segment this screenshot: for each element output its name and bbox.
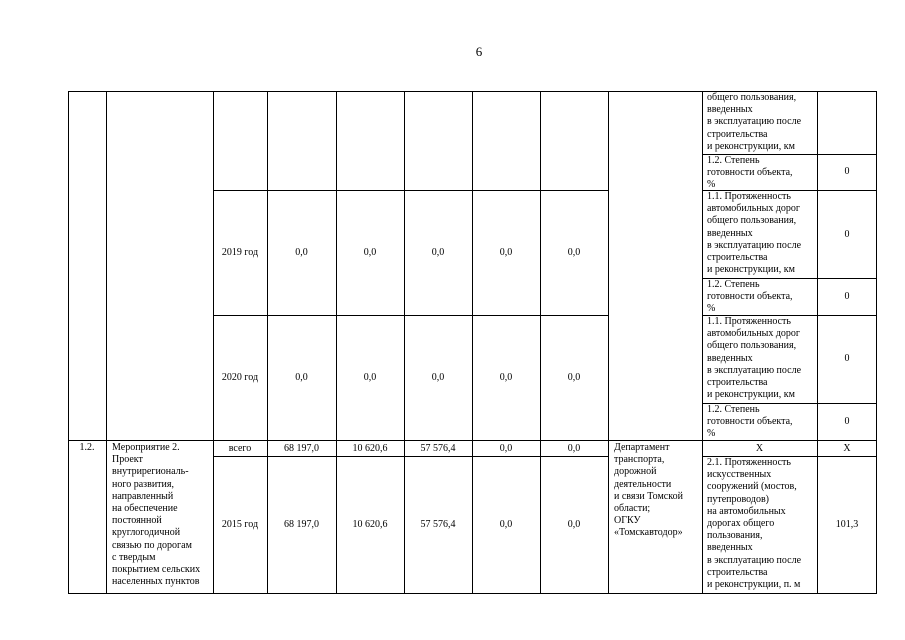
indicator-text: 1.1. Протяженность автомобильных дорог общего пользования, введенных в эксплуатацию после строительства и реконструкции, км <box>707 191 802 276</box>
indicator-text: 1.1. Протяженность автомобильных дорог общего пользования, введенных в эксплуатацию после строительства и реконструкции, км <box>707 316 802 401</box>
amount-cell: 0,0 <box>363 372 377 383</box>
table-rule <box>213 315 608 316</box>
item-name: Мероприятие 2. Проект внутрирегиональ- ного развития, направленный на обеспечение постоянной круглогодичной связью по дорогам с твердым покрытием сельских населенных пунктов <box>112 442 201 588</box>
indicator-text: 1.2. Степень готовности объекта, % <box>707 404 793 440</box>
amount-cell: 0,0 <box>295 372 308 383</box>
amount-cell: 0,0 <box>295 247 308 258</box>
year-cell: 2015 год <box>221 519 259 530</box>
amount-cell: 0,0 <box>499 372 513 383</box>
year-cell: всего <box>228 443 252 454</box>
amount-cell: 0,0 <box>431 372 445 383</box>
table-rule <box>68 91 69 594</box>
year-cell: 2019 год <box>221 247 259 258</box>
amount-cell: 68 197,0 <box>284 443 319 454</box>
table-rule <box>608 91 609 594</box>
indicator-value: 0 <box>844 229 850 240</box>
amount-cell: 57 576,4 <box>420 519 456 530</box>
amount-cell: 0,0 <box>567 443 581 454</box>
amount-cell: 0,0 <box>431 247 445 258</box>
amount-cell: 0,0 <box>567 372 581 383</box>
table-rule <box>876 91 877 594</box>
year-cell: 2020 год <box>221 372 259 383</box>
indicator-text: 1.2. Степень готовности объекта, % <box>707 155 793 191</box>
indicator-value: 101,3 <box>835 519 859 530</box>
amount-cell: 57 576,4 <box>420 443 456 454</box>
table-rule <box>702 91 703 594</box>
indicator-value: 0 <box>844 166 850 177</box>
table-rule <box>213 190 608 191</box>
amount-cell: 0,0 <box>567 519 581 530</box>
indicator-text: 1.2. Степень готовности объекта, % <box>707 279 793 315</box>
item-executor: Департамент транспорта, дорожной деятельности и связи Томской области; ОГКУ «Томскавтодор» <box>614 442 683 539</box>
amount-cell: 0,0 <box>567 247 581 258</box>
indicator-value: 0 <box>844 353 850 364</box>
indicator-text: Х <box>755 443 764 454</box>
amount-cell: 0,0 <box>499 247 513 258</box>
amount-cell: 0,0 <box>363 247 377 258</box>
amount-cell: 10 620,6 <box>352 519 388 530</box>
indicator-text: общего пользования, введенных в эксплуатацию после строительства и реконструкции, км <box>707 92 802 152</box>
indicator-value: 0 <box>844 416 850 427</box>
table-rule <box>106 91 107 594</box>
indicator-value: Х <box>843 443 851 454</box>
page-number: 6 <box>475 44 483 59</box>
table-rule <box>213 456 608 457</box>
indicator-value: 0 <box>844 291 850 302</box>
amount-cell: 0,0 <box>499 519 513 530</box>
indicator-text: 2.1. Протяженность искусственных сооружений (мостов, путепроводов) на автомобильных дорогах общего пользования, введенных в эксплуатацию после строительства и реконструкции, п. м <box>707 457 802 591</box>
amount-cell: 0,0 <box>499 443 513 454</box>
amount-cell: 68 197,0 <box>284 519 319 530</box>
item-number: 1.2. <box>79 442 95 453</box>
amount-cell: 10 620,6 <box>352 443 388 454</box>
